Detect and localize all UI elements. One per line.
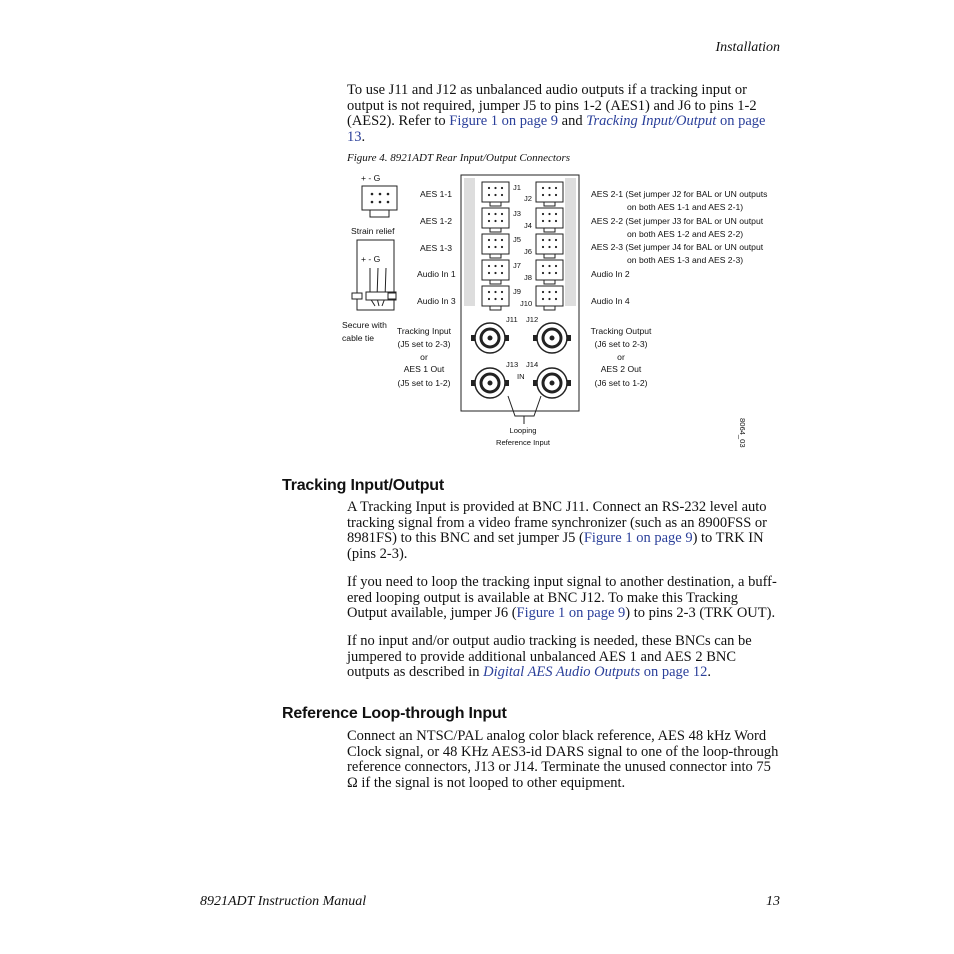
intro-text-1: To use J11 and J12 as unbalanced audio outputs if a tracking input or output is not required, jumper J5 to pins 1-2 (AES1) and J6 to pins 1-2 (AES2). Refer to <box>347 82 757 129</box>
tracking-p2-text: If you need to loop the tracking input signal to another destination, a buff-ered looping output is available at BNC J12. To make this Tracking Output available, jumper J6 ( <box>347 574 777 621</box>
label-j8: J8 <box>524 273 533 282</box>
label-aes-2-2-line1: AES 2-2 (Set jumper J3 for BAL or UN output <box>591 216 764 226</box>
xlr-connector <box>482 286 509 310</box>
intro-paragraph <box>347 83 781 145</box>
label-j14: J14 <box>526 360 539 369</box>
label-j5: J5 <box>513 235 522 244</box>
aes-outputs-link[interactable] <box>483 664 707 680</box>
tracking-p1-end: ) to TRK IN (pins 2-3). <box>347 530 764 562</box>
tracking-p1-text: A Tracking Input is provided at BNC J11. Connect an RS-232 level auto tracking signal from a video frame synchronizer (such as an 8900FSS or 8981FS) to this BNC and set jumper J5 ( <box>347 499 767 546</box>
tracking-input-line4: AES 1 Out <box>403 364 445 374</box>
running-header: Installation <box>715 40 780 55</box>
reference-loop-heading: Reference Loop-through Input <box>282 705 507 722</box>
label-j12: J12 <box>526 315 539 324</box>
tracking-output-line1: Tracking Output <box>590 326 652 336</box>
looping-line2: Reference Input <box>495 438 551 447</box>
aes-outputs-link-title: Digital AES Audio Outputs <box>483 664 641 680</box>
label-audio-in-4: Audio In 4 <box>591 296 630 306</box>
secure-label-line2: cable tie <box>342 333 375 343</box>
aes-outputs-link-page: on page 12 <box>640 664 708 680</box>
tracking-output-line3: or <box>617 352 625 362</box>
figure-id: 8064_03 <box>738 418 747 448</box>
xlr-connector <box>536 234 563 258</box>
label-j4: J4 <box>524 221 533 230</box>
label-j2: J2 <box>524 194 533 203</box>
tracking-p2 <box>347 575 781 622</box>
tracking-p1-link[interactable]: Figure 1 on page 9 <box>583 530 693 546</box>
tracking-p3-text: If no input and/or output audio tracking is needed, these BNCs can be jumpered to provide additional unbalanced AES 1 and AES 2 BNC outputs as described in <box>347 633 752 680</box>
xlr-connector <box>482 182 509 206</box>
xlr-connector <box>536 286 563 310</box>
label-j7: J7 <box>513 261 522 270</box>
label-aes-2-1-line2: on both AES 1-1 and AES 2-1) <box>627 202 744 212</box>
tracking-output-line4: AES 2 Out <box>600 364 642 374</box>
footer-manual-title: 8921ADT Instruction Manual <box>200 894 367 909</box>
panel-side-strip-left <box>464 178 475 306</box>
tracking-output-line2: (J6 set to 2-3) <box>594 339 648 349</box>
tracking-p2-end: ) to pins 2-3 (TRK OUT). <box>625 605 776 621</box>
label-audio-in-2: Audio In 2 <box>591 269 630 279</box>
tracking-input-line5: (J5 set to 1-2) <box>397 378 451 388</box>
label-j10: J10 <box>520 299 533 308</box>
looping-line1: Looping <box>509 426 537 435</box>
label-aes-2-3-line1: AES 2-3 (Set jumper J4 for BAL or UN output <box>591 242 764 252</box>
tracking-p1 <box>347 500 781 562</box>
tracking-output-line5: (J6 set to 1-2) <box>594 378 648 388</box>
secure-label-line1: Secure with <box>342 320 387 330</box>
label-aes-1-3: AES 1-3 <box>420 243 453 253</box>
tracking-io-heading: Tracking Input/Output <box>282 477 445 494</box>
label-bnc-in: IN <box>517 372 525 381</box>
label-j11: J11 <box>506 315 518 324</box>
label-j9: J9 <box>513 287 522 296</box>
tracking-input-line2: (J5 set to 2-3) <box>397 339 451 349</box>
label-aes-2-1-line1: AES 2-1 (Set jumper J2 for BAL or UN outputs <box>591 189 768 199</box>
rear-connectors-diagram <box>330 168 770 458</box>
reference-p1: Connect an NTSC/PAL analog color black reference, AES 48 kHz Word Clock signal, or 48 KHz AES3-id DARS signal to one of the loop-through reference connectors, J13 or J14. Terminate the unused connector into 75 Ω if the signal is not looped to other equipment. <box>347 728 779 791</box>
tracking-io-link-page: on page 13 <box>347 113 766 145</box>
intro-text-2: and <box>558 113 587 129</box>
xlr-connector <box>482 260 509 284</box>
xlr-connector <box>536 208 563 232</box>
panel-side-strip-right <box>565 178 576 306</box>
tracking-p3-end: . <box>707 664 711 680</box>
footer-page-number: 13 <box>766 894 780 909</box>
figure-1-link[interactable]: Figure 1 on page 9 <box>449 113 559 129</box>
strain-relief-label: Strain relief <box>351 226 395 236</box>
label-audio-in-3: Audio In 3 <box>417 296 456 306</box>
xlr-connector <box>482 234 509 258</box>
label-j3: J3 <box>513 209 522 218</box>
tracking-p2-link[interactable]: Figure 1 on page 9 <box>516 605 626 621</box>
xlr-connector <box>482 208 509 232</box>
label-j1: J1 <box>513 183 522 192</box>
label-aes-2-3-line2: on both AES 1-3 and AES 2-3) <box>627 255 744 265</box>
tracking-p3 <box>347 634 781 681</box>
intro-text-3: . <box>361 128 366 145</box>
label-j13: J13 <box>506 360 519 369</box>
xlr-connector <box>536 182 563 206</box>
label-audio-in-1: Audio In 1 <box>417 269 456 279</box>
label-aes-1-2: AES 1-2 <box>420 216 453 226</box>
terminal-top-label: + - G <box>361 173 381 183</box>
label-j6: J6 <box>524 247 533 256</box>
terminal-block-bottom <box>352 240 396 310</box>
label-aes-1-1: AES 1-1 <box>420 189 453 199</box>
label-aes-2-2-line2: on both AES 1-2 and AES 2-2) <box>627 229 744 239</box>
tracking-input-line1: Tracking Input <box>396 326 452 336</box>
xlr-connector <box>536 260 563 284</box>
figure-caption: Figure 4. 8921ADT Rear Input/Output Connectors <box>347 152 571 164</box>
terminal-block-top <box>361 173 397 217</box>
tracking-io-link-title: Tracking Input/Output <box>586 113 717 129</box>
tracking-input-line3: or <box>420 352 428 362</box>
terminal-bottom-label: + - G <box>361 254 381 264</box>
